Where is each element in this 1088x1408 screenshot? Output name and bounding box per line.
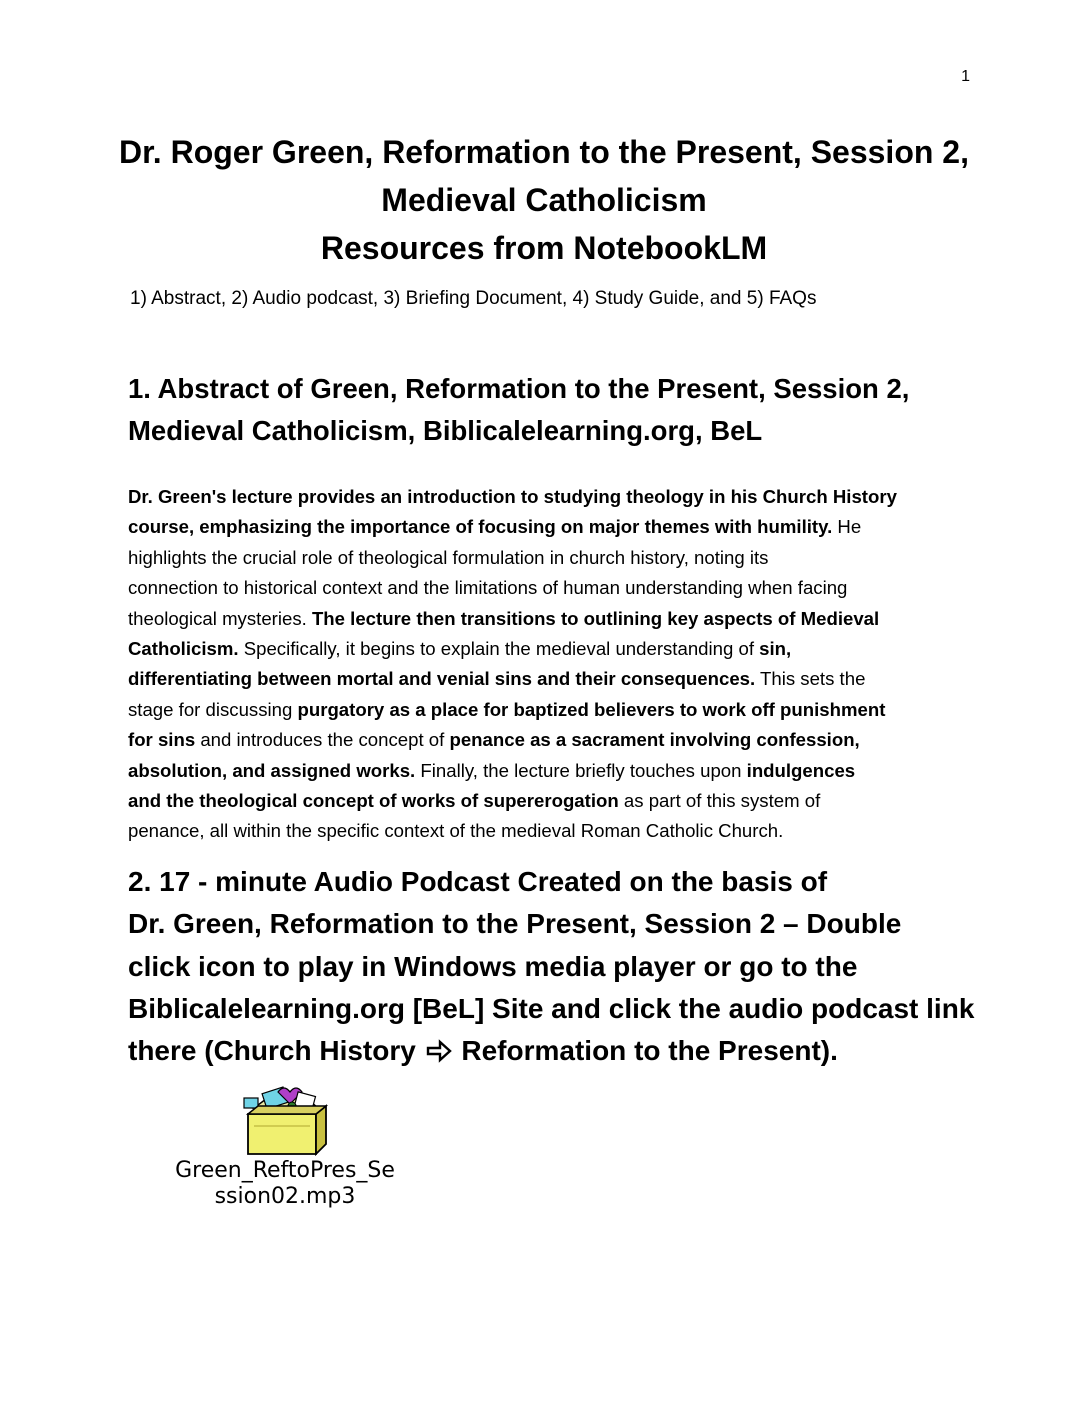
abstract-bold-text: and the theological concept of works of supererogation [128,790,619,812]
abstract-text: penance, all within the specific context of the medieval Roman Catholic Church. [128,820,784,842]
line-5-before-arrow: there (Church History [128,1035,424,1067]
abstract-bold-text: indulgences [746,759,856,781]
abstract-bold-text: absolution, and assigned works. [128,759,416,781]
abstract-bold-text: course, emphasizing the importance of focusing on major themes with humility. [128,516,833,538]
abstract-line [128,695,978,725]
title-line-1: Dr. Roger Green, Reformation to the Present, Session 2, [119,134,969,170]
abstract-line [128,816,978,846]
abstract-bold-text: penance as a sacrament involving confession, [449,729,860,751]
abstract-bold-text: Catholicism. [128,638,239,660]
document-title [100,128,988,272]
abstract-bold-text: differentiating between mortal and venial sins and their consequences. [128,668,756,690]
section-2-heading-line-5 [128,1030,998,1072]
section-1-heading [128,368,988,452]
abstract-text: He [832,516,862,538]
attachment-filename[interactable] [120,1158,450,1210]
section-2-heading [128,861,998,1072]
abstract-bold-text: The lecture then transitions to outlining key aspects of Medieval [311,607,880,629]
abstract-bold-text: for sins [128,729,196,751]
abstract-line [128,756,978,786]
line-5-after-arrow: Reformation to the Present). [453,1035,838,1067]
abstract-line [128,634,978,664]
section-2-heading-line-1: 2. 17 - minute Audio Podcast Created on the basis of [128,866,828,897]
abstract-line [128,573,978,603]
abstract-line [128,725,978,755]
abstract-line [128,512,978,542]
filename-line-1: Green_ReftoPres_Se [175,1158,395,1183]
section-2-heading-line-4: Biblicalelearning.org [BeL] Site and click the audio podcast link [128,992,975,1024]
resources-list: 1) Abstract, 2) Audio podcast, 3) Briefing Document, 4) Study Guide, and 5) FAQs [130,288,817,309]
filename-line-2: ssion02.mp3 [214,1184,356,1209]
abstract-line [128,786,978,816]
abstract-text: This sets the [755,668,866,690]
right-arrow-icon [426,1039,452,1063]
abstract-line [128,604,978,634]
abstract-paragraph [128,482,978,847]
title-line-2: Medieval Catholicism [381,182,707,218]
section-1-heading-line-2: Medieval Catholicism, Biblicalelearning.org, BeL [128,415,763,446]
section-2-heading-line-2: Dr. Green, Reformation to the Present, Session 2 – Double [128,908,902,940]
abstract-text: as part of this system of [618,790,821,812]
abstract-bold-text: purgatory as a place for baptized believers to work off punishment [297,698,886,720]
abstract-text: Specifically, it begins to explain the medieval understanding of [238,638,760,660]
abstract-bold-text: Dr. Green's lecture provides an introduction to studying theology in his Church History [128,486,897,507]
abstract-text: theological mysteries. [128,607,312,629]
abstract-text: stage for discussing [128,698,298,720]
abstract-text: Finally, the lecture briefly touches upon [415,759,747,781]
page-number: 1 [961,68,970,85]
abstract-text: highlights the crucial role of theological formulation in church history, noting its [128,546,769,568]
title-line-3: Resources from NotebookLM [320,230,768,266]
section-1-heading-line-1: 1. Abstract of Green, Reformation to the Present, Session 2, [128,373,910,404]
section-2-heading-line-3: click icon to play in Windows media player or go to the [128,950,858,982]
abstract-line [128,482,978,512]
abstract-text: and introduces the concept of [195,729,450,751]
package-icon[interactable] [234,1086,330,1158]
abstract-bold-text: sin, [759,638,792,660]
abstract-line [128,543,978,573]
abstract-text: connection to historical context and the limitations of human understanding when facing [128,577,848,599]
abstract-line [128,664,978,694]
